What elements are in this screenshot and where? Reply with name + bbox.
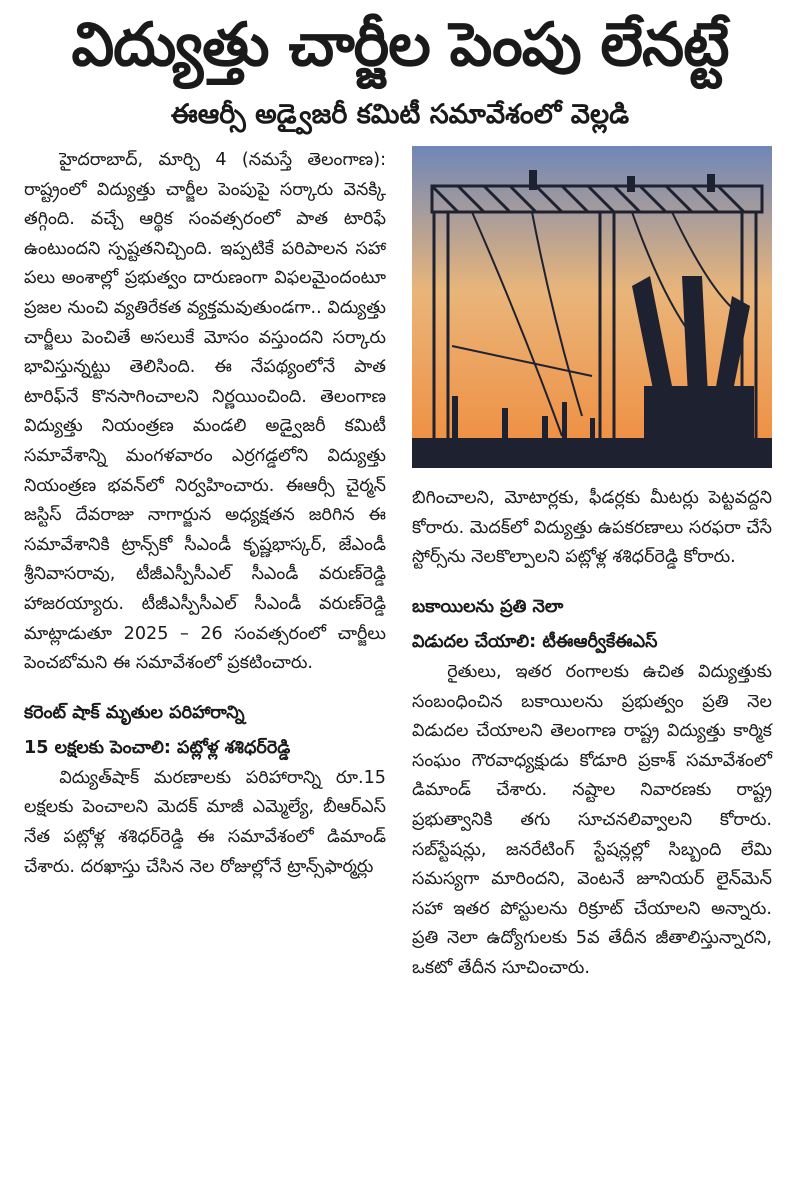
power-substation-photo <box>412 146 772 468</box>
article-paragraph: విద్యుత్‌షాక్ మరణాలకు పరిహారాన్ని రూ.15 లక్షలకు పెంచాలని మెదక్ మాజీ ఎమ్మెల్యే, బీఆర్ఎస్ నేత పట్లోళ్ల శశిధర్‌రెడ్డి ఈ సమావేశంలో డిమాండ్ చేశారు. దరఖాస్తు చేసిన నెల రోజుల్లోనే ట్రాన్స్‌ఫార్మర్లు <box>24 767 386 877</box>
section-heading: 15 లక్షలకు పెంచాలి: పట్లోళ్ల శశిధర్‌రెడ్డి <box>24 738 291 759</box>
article-paragraph: రైతులు, ఇతర రంగాలకు ఉచిత విద్యుత్తుకు సంబంధించిన బకాయిలను ప్రభుత్వం ప్రతి నెల విడుదల చేయాలని తెలంగాణ రాష్ట్ర విద్యుత్తు కార్మిక సంఘం గౌరవాధ్యక్షుడు కోడూరి ప్రకాశ్ సమావేశంలో డిమాండ్ చేశారు. నష్టాల నివారణకు రాష్ట్ర ప్రభుత్వానికి తగు సూచనలివ్వాలని కోరారు. సబ్‌స్టేషన్లు, జనరేటింగ్ స్టేషన్లల్లో సిబ్బంది లేమి సమస్యగా మారిందని, వెంటనే జూనియర్ లైన్‌మెన్ సహా ఇతర పోస్టులను రిక్రూట్ చేయాలని అన్నారు. ప్రతి నెలా ఉద్యోగులకు 5వ తేదీన జీతాలిస్తున్నారని, ఒకటో తేదీన సూచించారు. <box>412 661 772 978</box>
article-paragraph: హైదరాబాద్, మార్చి 4 (నమస్తే తెలంగాణ): రాష్ట్రంలో విద్యుత్తు చార్జీల పెంపుపై సర్కారు వెనక్కి తగ్గింది. వచ్చే ఆర్థిక సంవత్సరంలో పాత టారిఫే ఉంటుందని స్పష్టతనిచ్చింది. ఇప్పటికే పరిపాలన సహా పలు అంశాల్లో ప్రభుత్వం దారుణంగా విఫలమైందంటూ ప్రజల నుంచి వ్యతిరేకత వ్యక్తమవుతుండగా.. విద్యుత్తు చార్జీలు పెంచితే అసలుకే మోసం వస్తుందని సర్కారు భావిస్తున్నట్టు తెలిసింది. ఈ నేపథ్యంలోనే పాత టారిఫ్‌నే కొనసాగించాలని నిర్ణయించింది. తెలంగాణ విద్యుత్తు నియంత్రణ మండలి అడ్వైజరీ కమిటీ సమావేశాన్ని మంగళవారం ఎర్రగడ్డలోని విద్యుత్తు నియంత్రణ భవన్‌లో నిర్వహించారు. ఈఆర్సీ చైర్మన్ జస్టిస్ దేవరాజు నాగార్జున అధ్యక్షతన జరిగిన ఈ సమావేశానికి ట్రాన్స్‌కో సీఎండీ కృష్ణభాస్కర్, జేఎండీ శ్రీనివాసరావు, టీజీఎస్పీసీఎల్ సీఎండీ వరుణ్‌రెడ్డి హాజరయ్యారు. టీజీఎస్పీసీఎల్ సీఎండీ వరుణ్‌రెడ్డి మాట్లాడుతూ 2025 – 26 సంవత్సరంలో చార్జీలు పెంచబోమని ఈ సమావేశంలో ప్రకటించారు. <box>24 150 386 674</box>
section-heading: కరెంట్ షాక్ మృతుల పరిహారాన్ని <box>24 702 245 723</box>
subheadline: ఈఆర్సీ అడ్వైజరీ కమిటీ సమావేశంలో వెల్లడి <box>170 99 630 130</box>
section-heading: బకాయిలను ప్రతి నెలా <box>412 596 564 617</box>
article-paragraph: బిగించాలని, మోటార్లకు, ఫీడర్లకు మీటర్లు పెట్టవద్దని కోరారు. మెదక్‌లో విద్యుత్తు ఉపకరణాలు సరఫరా చేసే స్టోర్స్‌ను నెలకొల్పాలని పట్లోళ్ల శశిధర్‌రెడ్డి కోరారు. <box>412 488 772 568</box>
section-heading: విడుదల చేయాలి: టీఈఆర్వీకేఈఎస్ <box>412 632 658 653</box>
headline: విద్యుత్తు చార్జీల పెంపు లేనట్టే <box>71 10 729 80</box>
left-column <box>24 146 386 882</box>
right-column <box>412 484 772 984</box>
